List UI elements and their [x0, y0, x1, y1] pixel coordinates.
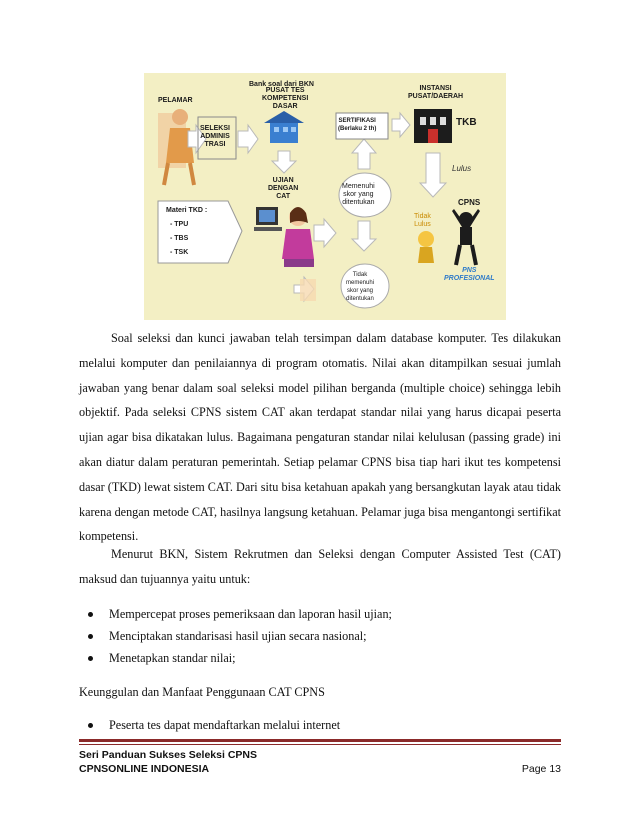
- fail-figure: [418, 231, 434, 263]
- cat-exam-figure: [254, 207, 314, 267]
- label-materi-tsk: - TSK: [170, 249, 189, 256]
- label-ujian-cat: UJIAN DENGAN CAT: [268, 177, 299, 200]
- list-item: [79, 647, 392, 669]
- label-pns-profesional: PNS PROFESIONAL: [444, 267, 495, 282]
- bullet-icon: [88, 656, 93, 661]
- list-item-text: Menetapkan standar nilai;: [109, 651, 236, 665]
- paragraph-cat-description: [79, 326, 561, 549]
- test-center-building: [264, 111, 304, 143]
- label-tidak-memenuhi: Tidak memenuhi skor yang ditentukan: [346, 272, 375, 302]
- label-bank-soal: Bank soal dari BKN: [249, 81, 314, 88]
- bullet-icon: [88, 723, 93, 728]
- list-item: [79, 603, 392, 625]
- label-materi-tbs: - TBS: [170, 235, 189, 242]
- paragraph-bkn-purpose-text: Menurut BKN, Sistem Rekrutmen dan Seleksi dengan Computer Assisted Test (CAT) maksud dan tujuannya yaitu untuk:: [79, 547, 561, 586]
- list-item-text: Menciptakan standarisasi hasil ujian secara nasional;: [109, 629, 367, 643]
- paragraph-cat-description-text: Soal seleksi dan kunci jawaban telah tersimpan dalam database komputer. Tes dilakukan melalui komputer dan penilaiannya di program otomatis. Nilai akan ditampilkan sesuai jumlah jawaban yang benar dalam soal seleksi model pilihan berganda (multiple choice) sehingga lebih objektif. Pada seleksi CPNS sistem CAT akan terdapat standar nilai yang harus dicapai peserta ujian agar bisa dikatakan lulus. Bagaimana pengaturan standar nilai kelulusan (passing grade) ini akan diatur dalam peraturan pemerintah. Setiap pelamar CPNS bisa tiap hari ikut tes kompetensi dasar (TKD) lewat sistem CAT. Dari situ bisa ketahuan apakah yang bersangkutan layak atau tidak karena dengan metode CAT, hasilnya langsung ketahuan. Pelamar juga bisa mengantongi sertifikat kompetensi.: [79, 331, 561, 544]
- label-tidak-lulus: Tidak Lulus: [414, 213, 431, 228]
- institution-building: [414, 109, 452, 143]
- list-item: [79, 625, 392, 647]
- pns-figure: [452, 209, 480, 265]
- footer-series-title: Seri Panduan Sukses Seleksi CPNS: [79, 749, 257, 761]
- label-pelamar: PELAMAR: [158, 97, 193, 104]
- label-materi-title: Materi TKD :: [166, 207, 208, 214]
- section-heading-keunggulan: Keunggulan dan Manfaat Penggunaan CAT CPNS: [79, 685, 325, 699]
- list-item-text: Mempercepat proses pemeriksaan dan laporan hasil ujian;: [109, 607, 392, 621]
- label-memenuhi: Memenuhi skor yang ditentukan: [342, 183, 375, 206]
- label-lulus: Lulus: [452, 164, 472, 173]
- label-materi-tpu: - TPU: [170, 221, 189, 228]
- bullet-icon: [88, 612, 93, 617]
- list-item-text: Peserta tes dapat mendaftarkan melalui internet: [109, 718, 341, 732]
- cat-flow-diagram: [144, 73, 506, 320]
- footer-rule-thick: [79, 739, 561, 742]
- purpose-list: [79, 603, 392, 669]
- label-tkb: TKB: [456, 117, 477, 128]
- label-cpns: CPNS: [458, 198, 481, 207]
- paragraph-bkn-purpose: [79, 542, 561, 592]
- label-instansi: INSTANSI PUSAT/DAERAH: [408, 85, 464, 100]
- label-seleksi-administrasi: SELEKSI ADMINIS TRASI: [200, 125, 230, 148]
- advantages-list: [79, 714, 340, 736]
- bullet-icon: [88, 634, 93, 639]
- footer-rule-thin: [79, 744, 561, 745]
- list-item: [79, 714, 340, 736]
- footer-publisher: CPNSONLINE INDONESIA: [79, 763, 210, 775]
- footer-page-number: Page 13: [521, 763, 561, 775]
- label-pusat-tes: PUSAT TES KOMPETENSI DASAR: [262, 87, 309, 110]
- label-sertifikasi: SERTIFIKASI (Berlaku 2 th): [338, 118, 377, 132]
